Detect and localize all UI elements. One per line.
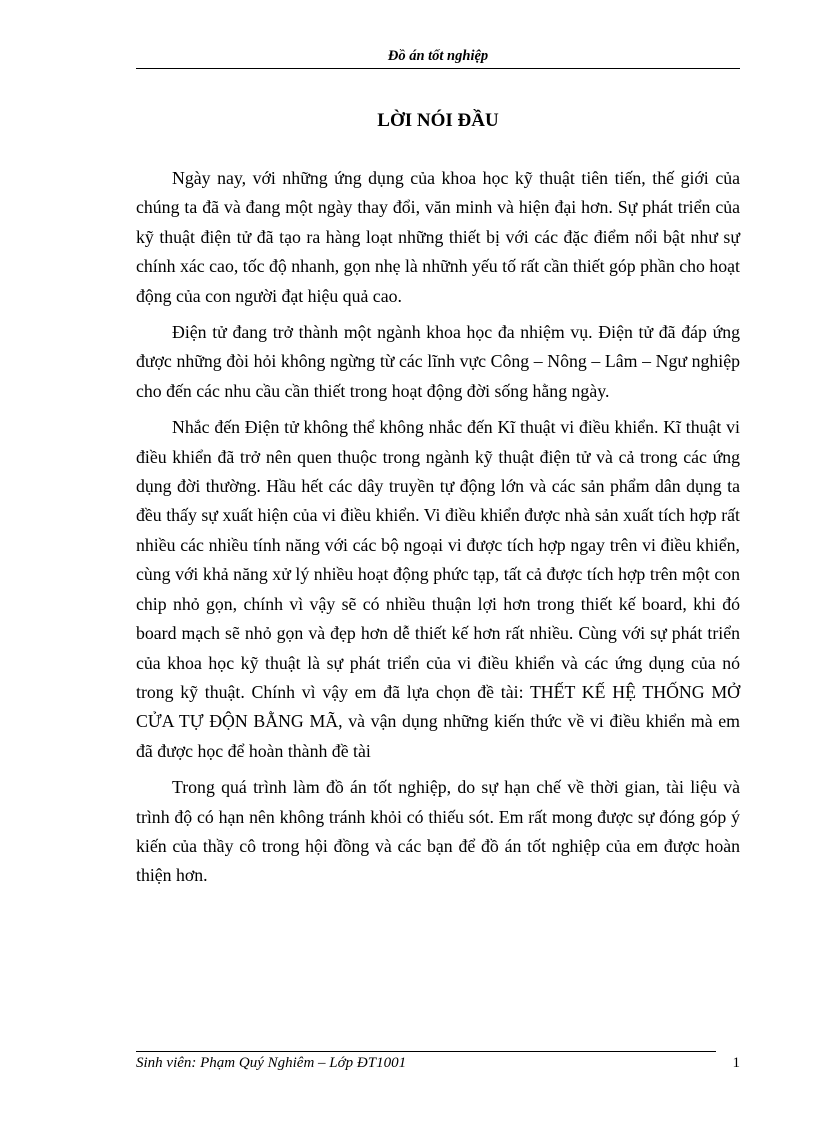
body-text xyxy=(136,164,740,898)
paragraph-4: Trong quá trình làm đồ án tốt nghiệp, do sự hạn chế về thời gian, tài liệu và trình độ có hạn nên không tránh khỏi có thiếu sót. Em rất mong được sự đóng góp ý kiến của thầy cô trong hội đồng và các bạn để đồ án tốt nghiệp của em được hoàn thiện hơn. xyxy=(136,777,740,886)
running-header-title: Đồ án tốt nghiệp xyxy=(387,48,489,64)
paragraph-3: Nhắc đến Điện tử không thể không nhắc đến Kĩ thuật vi điều khiển. Kĩ thuật vi điều khiển đã trở nên quen thuộc trong ngành kỹ thuật điện tử và cả trong các ứng dụng đời thường. Hầu hết các dây truyền tự động lớn và các sản phẩm dân dụng ta đều thấy sự xuất hiện của vi điều khiển. Vi điều khiển được nhà sản xuất tích hợp rất nhiều các nhiều tính năng với các bộ ngoại vi được tích hợp ngay trên vi điều khiển, cùng với khả năng xử lý nhiều hoạt động phức tạp, tất cả được tích hợp trên một con chip nhỏ gọn, chính vì vậy sẽ có nhiều thuận lợi hơn trong thiết kế board, khi đó board mạch sẽ nhỏ gọn và đẹp hơn dễ thiết kế hơn rất nhiều. Cùng với sự phát triển của khoa học kỹ thuật là sự phát triển của vi điều khiển và các ứng dụng của nó trong kỹ thuật. Chính vì vậy em đã lựa chọn đề tài: THẾT KẾ HỆ THỐNG MỞ CỬA TỰ ĐỘN BẰNG MÃ, và vận dụng những kiến thức về vi điều khiển mà em đã được học để hoàn thành đề tài xyxy=(136,417,740,761)
paragraph-1: Ngày nay, với những ứng dụng của khoa học kỹ thuật tiên tiến, thế giới của chúng ta đã và đang một ngày thay đổi, văn minh và hiện đại hơn. Sự phát triển của kỹ thuật điện tử đã tạo ra hàng loạt những thiết bị với các đặc điểm nổi bật như sự chính xác cao, tốc độ nhanh, gọn nhẹ là nhữnh yếu tố rất cần thiết góp phần cho hoạt động của con người đạt hiệu quả cao. xyxy=(136,168,740,306)
header-divider xyxy=(136,68,740,69)
page-title: LỜI NÓI ĐẦU xyxy=(377,110,499,131)
footer-author: Sinh viên: Phạm Quý Nghiêm – Lớp ĐT1001 xyxy=(136,1055,407,1071)
paragraph-2: Điện tử đang trở thành một ngành khoa học đa nhiệm vụ. Điện tử đã đáp ứng được những đòi hỏi không ngừng từ các lĩnh vực Công – Nông – Lâm – Ngư nghiệp cho đến các nhu cầu cần thiết trong hoạt động đời sống hằng ngày. xyxy=(136,322,740,401)
page-number: 1 xyxy=(732,1055,740,1071)
footer-divider xyxy=(136,1051,716,1052)
